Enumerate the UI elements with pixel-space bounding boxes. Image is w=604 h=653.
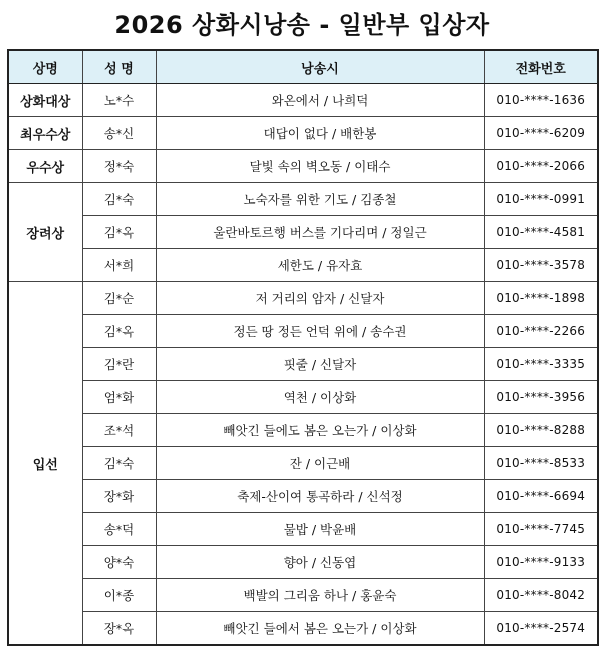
award-cell: 장려상 xyxy=(8,183,82,282)
poem-cell: 울란바토르행 버스를 기다리며 / 정일근 xyxy=(156,216,484,249)
poem-cell: 저 거리의 암자 / 신달자 xyxy=(156,282,484,315)
name-cell: 송*덕 xyxy=(82,513,156,546)
table-row xyxy=(8,381,598,414)
name-cell: 엄*화 xyxy=(82,381,156,414)
poem-cell: 세한도 / 유자효 xyxy=(156,249,484,282)
phone-cell: 010-****-8042 xyxy=(484,579,598,612)
award-cell: 상화대상 xyxy=(8,84,82,117)
name-cell: 양*숙 xyxy=(82,546,156,579)
table-row xyxy=(8,579,598,612)
table-row xyxy=(8,546,598,579)
name-cell: 송*신 xyxy=(82,117,156,150)
name-cell: 김*옥 xyxy=(82,216,156,249)
phone-cell: 010-****-3335 xyxy=(484,348,598,381)
table-header xyxy=(8,50,598,84)
poem-cell: 대답이 없다 / 배한봉 xyxy=(156,117,484,150)
page-title: 2026 상화시낭송 - 일반부 입상자 xyxy=(114,11,490,39)
name-cell: 서*희 xyxy=(82,249,156,282)
award-cell: 입선 xyxy=(8,282,82,646)
award-cell: 최우수상 xyxy=(8,117,82,150)
header-poem: 낭송시 xyxy=(156,50,484,84)
poem-cell: 노숙자를 위한 기도 / 김종철 xyxy=(156,183,484,216)
table-row xyxy=(8,150,598,183)
poem-cell: 잔 / 이근배 xyxy=(156,447,484,480)
phone-cell: 010-****-2574 xyxy=(484,612,598,646)
table-row xyxy=(8,84,598,117)
name-cell: 노*수 xyxy=(82,84,156,117)
phone-cell: 010-****-9133 xyxy=(484,546,598,579)
phone-cell: 010-****-1898 xyxy=(484,282,598,315)
phone-cell: 010-****-3578 xyxy=(484,249,598,282)
phone-cell: 010-****-6209 xyxy=(484,117,598,150)
table-row xyxy=(8,282,598,315)
poem-cell: 핏줄 / 신달자 xyxy=(156,348,484,381)
name-cell: 김*숙 xyxy=(82,447,156,480)
table-row xyxy=(8,447,598,480)
name-cell: 김*란 xyxy=(82,348,156,381)
poem-cell: 달빛 속의 벽오동 / 이태수 xyxy=(156,150,484,183)
table-row xyxy=(8,216,598,249)
poem-cell: 와온에서 / 나희덕 xyxy=(156,84,484,117)
phone-cell: 010-****-7745 xyxy=(484,513,598,546)
table-body xyxy=(8,84,598,646)
award-cell: 우수상 xyxy=(8,150,82,183)
phone-cell: 010-****-1636 xyxy=(484,84,598,117)
poem-cell: 빼앗긴 들에서 봄은 오는가 / 이상화 xyxy=(156,612,484,646)
table-row xyxy=(8,480,598,513)
poem-cell: 물밥 / 박윤배 xyxy=(156,513,484,546)
table-row xyxy=(8,117,598,150)
phone-cell: 010-****-8533 xyxy=(484,447,598,480)
phone-cell: 010-****-6694 xyxy=(484,480,598,513)
phone-cell: 010-****-2066 xyxy=(484,150,598,183)
header-phone: 전화번호 xyxy=(484,50,598,84)
poem-cell: 향아 / 신동엽 xyxy=(156,546,484,579)
phone-cell: 010-****-0991 xyxy=(484,183,598,216)
name-cell: 장*옥 xyxy=(82,612,156,646)
table-row xyxy=(8,249,598,282)
phone-cell: 010-****-2266 xyxy=(484,315,598,348)
header-award: 상명 xyxy=(8,50,82,84)
winners-table xyxy=(7,49,599,646)
phone-cell: 010-****-4581 xyxy=(484,216,598,249)
table-row xyxy=(8,315,598,348)
name-cell: 장*화 xyxy=(82,480,156,513)
poem-cell: 축제-산이여 통곡하라 / 신석정 xyxy=(156,480,484,513)
name-cell: 이*종 xyxy=(82,579,156,612)
poem-cell: 역천 / 이상화 xyxy=(156,381,484,414)
table-row xyxy=(8,612,598,646)
name-cell: 김*순 xyxy=(82,282,156,315)
phone-cell: 010-****-3956 xyxy=(484,381,598,414)
poem-cell: 백발의 그리움 하나 / 홍윤숙 xyxy=(156,579,484,612)
poem-cell: 빼앗긴 들에도 봄은 오는가 / 이상화 xyxy=(156,414,484,447)
table-row xyxy=(8,183,598,216)
table-row xyxy=(8,513,598,546)
table-row xyxy=(8,414,598,447)
poem-cell: 정든 땅 정든 언덕 위에 / 송수권 xyxy=(156,315,484,348)
name-cell: 김*숙 xyxy=(82,183,156,216)
table-row xyxy=(8,348,598,381)
header-name: 성 명 xyxy=(82,50,156,84)
name-cell: 조*석 xyxy=(82,414,156,447)
name-cell: 김*옥 xyxy=(82,315,156,348)
name-cell: 정*숙 xyxy=(82,150,156,183)
phone-cell: 010-****-8288 xyxy=(484,414,598,447)
header-row xyxy=(8,50,598,84)
